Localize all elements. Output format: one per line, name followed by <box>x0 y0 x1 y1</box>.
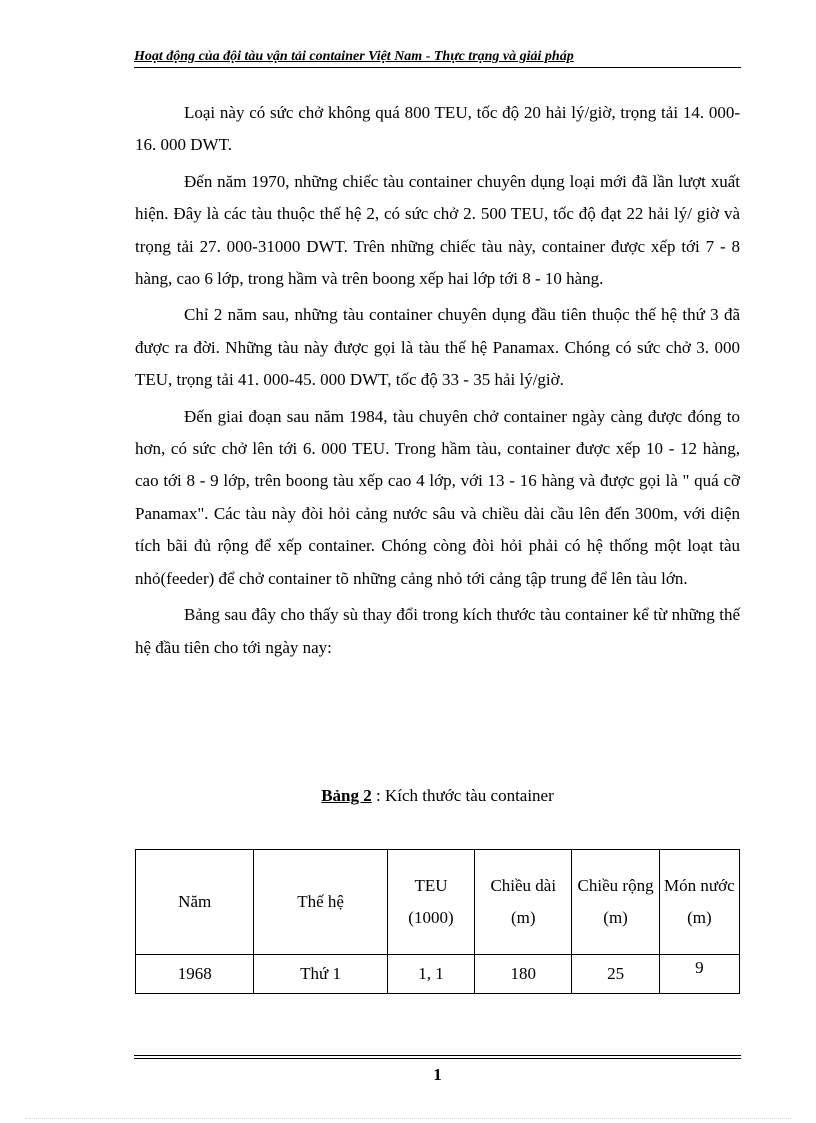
table-caption <box>135 784 740 808</box>
paragraph: Đến năm 1970, những chiếc tàu container chuyên dụng loại mới đã lần lượt xuất hiện. Đây là các tàu thuộc thế hệ 2, có sức chở 2. 500 TEU, tốc độ đạt 22 hải lý/ giờ và trọng tải 27. 000-31000 DWT. Trên những chiếc tàu này, container được xếp tới 7 - 8 hàng, cao 6 lớp, trong hầm và trên boong xếp hai lớp tới 8 - 10 hàng. <box>135 171 740 289</box>
column-header: Chiều rộng (m) <box>572 850 659 955</box>
table-cell: 1968 <box>136 955 254 994</box>
header-divider <box>134 67 741 68</box>
paragraph: Chỉ 2 năm sau, những tàu container chuyên dụng đầu tiên thuộc thế hệ thứ 3 đã được ra đời. Những tàu này được gọi là tàu thế hệ Panamax. Chóng có sức chở 3. 000 TEU, trọng tải 41. 000-45. 000 DWT, tốc độ 33 - 35 hải lý/giờ. <box>135 305 740 390</box>
table-cell: 9 <box>659 955 739 994</box>
footer-divider <box>134 1055 741 1056</box>
table-cell: 1, 1 <box>387 955 474 994</box>
table-caption-text: : Kích thước tàu container <box>371 786 554 805</box>
column-header: Món nước (m) <box>659 850 739 955</box>
document-body <box>135 97 740 664</box>
paragraph: Đến giai đoạn sau năm 1984, tàu chuyên chở container ngày càng được đóng to hơn, có sức chở lên tới 6. 000 TEU. Trong hầm tàu, container được xếp 10 - 12 hàng, cao tới 8 - 9 lớp, trên boong tàu xếp cao 4 lớp, với 13 - 16 hàng và được gọi là " quá cỡ Panamax". Các tàu này đòi hỏi cảng nước sâu và chiều dài cầu lên đến 300m, với diện tích bãi đủ rộng để xếp container. Chóng còng đòi hỏi phải có hệ thống một loạt tàu nhỏ(feeder) để chở container tõ những cảng nhỏ tới cảng tập trung để lên tàu lớn. <box>135 406 740 588</box>
table-row <box>136 955 740 994</box>
column-header: Năm <box>136 850 254 955</box>
page-bottom-edge <box>25 1118 791 1119</box>
paragraph: Bảng sau đây cho thấy sù thay đổi trong kích thước tàu container kể từ những thế hệ đầu tiên cho tới ngày nay: <box>135 605 740 657</box>
table-header-row <box>136 850 740 955</box>
column-header: Chiều dài (m) <box>475 850 572 955</box>
column-header: Thế hệ <box>254 850 387 955</box>
table-cell: 25 <box>572 955 659 994</box>
footer-divider <box>134 1058 741 1059</box>
column-header: TEU (1000) <box>387 850 474 955</box>
table-cell: Thứ 1 <box>254 955 387 994</box>
running-header: Hoạt động của đội tàu vận tải container Việt Nam - Thực trạng và giải pháp <box>134 49 574 64</box>
table-cell: 180 <box>475 955 572 994</box>
table-caption-label: Bảng 2 <box>321 786 372 805</box>
page-number: 1 <box>433 1065 442 1084</box>
ship-size-table <box>135 849 740 994</box>
paragraph: Loại này có sức chở không quá 800 TEU, tốc độ 20 hải lý/giờ, trọng tải 14. 000-16. 000 DWT. <box>135 103 740 155</box>
